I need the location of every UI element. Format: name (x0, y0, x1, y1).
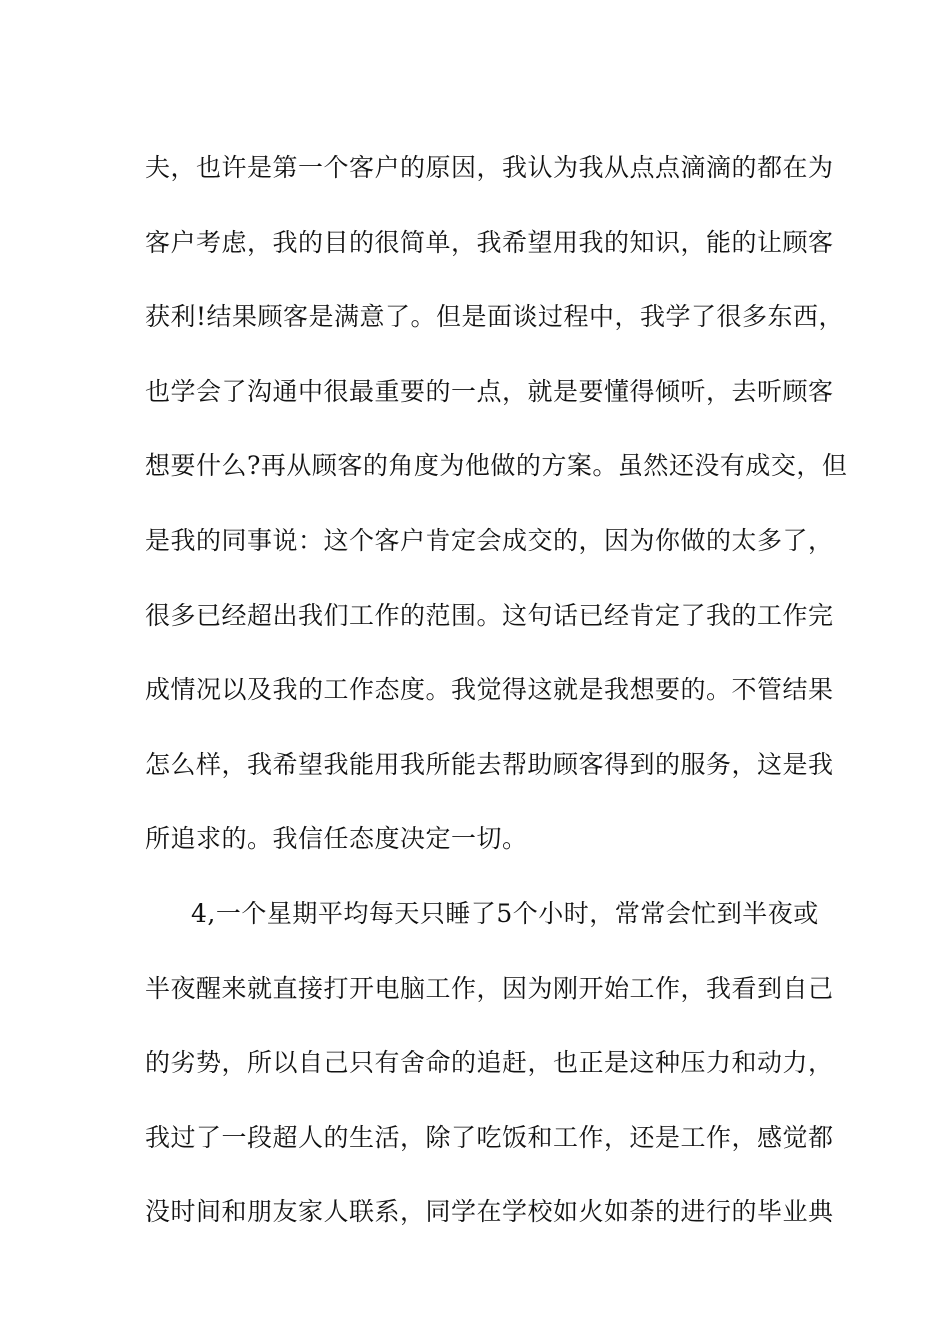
text-line: 半夜醒来就直接打开电脑工作，因为刚开始工作，我看到自己 (145, 973, 834, 1003)
text-line: 也学会了沟通中很最重要的一点，就是要懂得倾听，去听顾客 (145, 376, 834, 406)
text-line: 怎么样，我希望我能用我所能去帮助顾客得到的服务，这是我 (145, 749, 834, 779)
text-line: 客户考虑，我的目的很简单，我希望用我的知识，能的让顾客 (145, 227, 834, 257)
text-line: 想要什么?再从顾客的角度为他做的方案。虽然还没有成交，但 (145, 451, 848, 481)
paragraph-start-line: 4,一个星期平均每天只睡了5个小时，常常会忙到半夜或 (191, 898, 819, 928)
text-line: 夫，也许是第一个客户的原因，我认为我从点点滴滴的都在为 (145, 153, 834, 182)
text-line: 成情况以及我的工作态度。我觉得这就是我想要的。不管结果 (145, 675, 834, 705)
body-text (145, 131, 848, 1250)
text-line: 获利!结果顾客是满意了。但是面谈过程中，我学了很多东西， (145, 302, 845, 332)
text-line: 所追求的。我信任态度决定一切。 (145, 824, 528, 854)
text-line: 没时间和朋友家人联系，同学在学校如火如荼的进行的毕业典 (145, 1197, 834, 1227)
text-line: 我过了一段超人的生活，除了吃饭和工作，还是工作，感觉都 (145, 1122, 834, 1152)
text-line: 是我的同事说：这个客户肯定会成交的，因为你做的太多了， (145, 525, 834, 555)
text-line: 的劣势，所以自己只有舍命的追赶，也正是这种压力和动力， (145, 1048, 834, 1078)
text-line: 很多已经超出我们工作的范围。这句话已经肯定了我的工作完 (145, 600, 834, 630)
